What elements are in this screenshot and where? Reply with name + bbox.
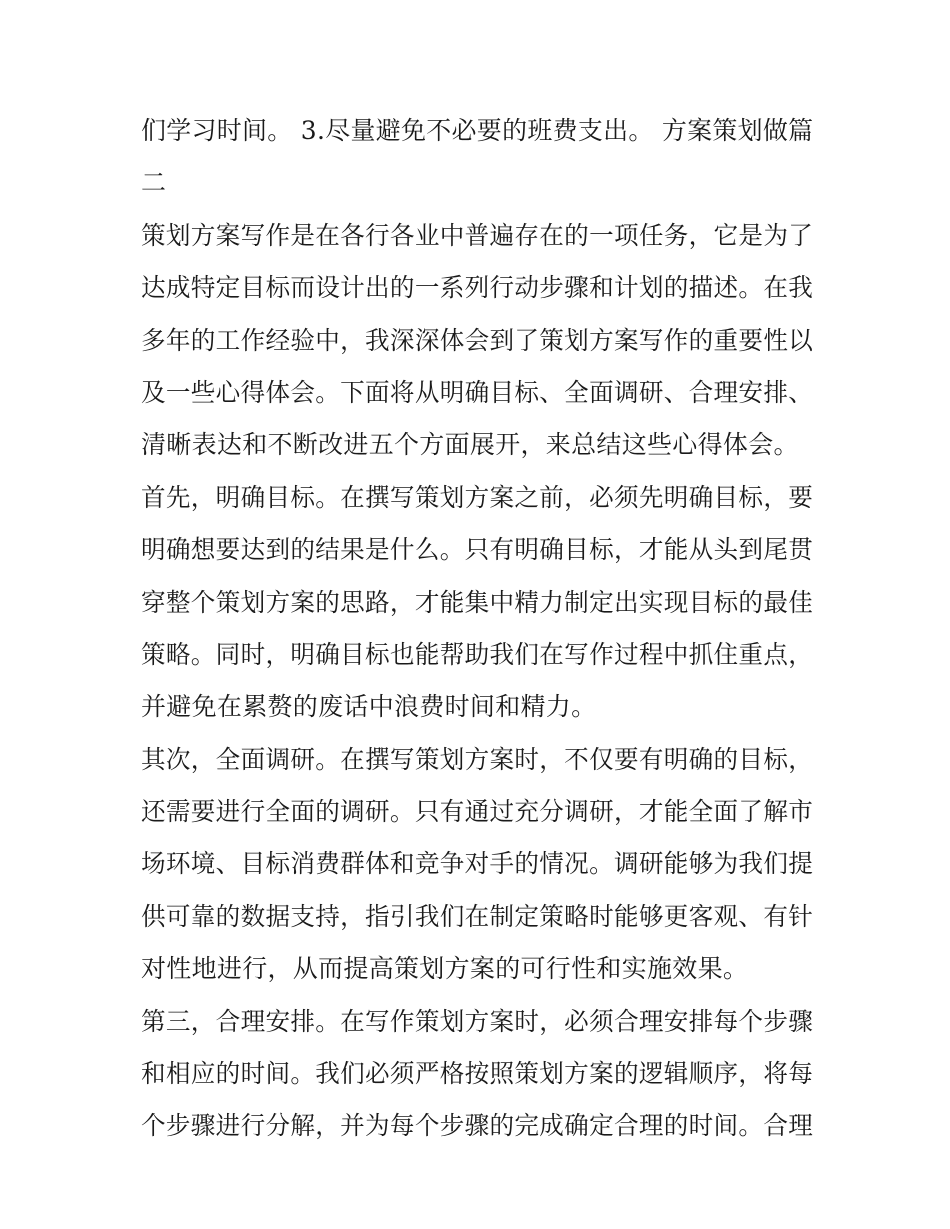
- text-line: 达成特定目标而设计出的一系列行动步骤和计划的描述。在我: [141, 273, 814, 303]
- text-line: 场环境、目标消费群体和竞争对手的情况。调研能够为我们提: [141, 849, 814, 879]
- text-line: 明确想要达到的结果是什么。只有明确目标，才能从头到尾贯: [141, 535, 814, 565]
- text-line: 供可靠的数据支持，指引我们在制定策略时能够更客观、有针: [141, 901, 814, 931]
- text-line: 第三，合理安排。在写作策划方案时，必须合理安排每个步骤: [141, 1006, 814, 1036]
- text-line: 穿整个策划方案的思路，才能集中精力制定出实现目标的最佳: [141, 587, 814, 617]
- text-line: 还需要进行全面的调研。只有通过充分调研，才能全面了解市: [141, 797, 814, 827]
- text-line: 及一些心得体会。下面将从明确目标、全面调研、合理安排、: [141, 377, 814, 407]
- text-line: 并避免在累赘的废话中浪费时间和精力。: [141, 692, 597, 722]
- text-line: 对性地进行，从而提高策划方案的可行性和实施效果。: [141, 954, 749, 984]
- text-line: 二: [141, 168, 167, 198]
- text-line: 多年的工作经验中，我深深体会到了策划方案写作的重要性以: [141, 325, 814, 355]
- document-body: [141, 105, 813, 1153]
- text-line: 们学习时间。 3.尽量避免不必要的班费支出。 方案策划做篇: [141, 116, 814, 145]
- text-line: 清晰表达和不断改进五个方面展开，来总结这些心得体会。: [141, 430, 799, 460]
- text-line: 策略。同时，明确目标也能帮助我们在写作过程中抓住重点，: [141, 639, 814, 669]
- text-line: 个步骤进行分解，并为每个步骤的完成确定合理的时间。合理: [141, 1111, 814, 1141]
- text-line: 策划方案写作是在各行各业中普遍存在的一项任务，它是为了: [141, 220, 814, 250]
- text-line: 其次，全面调研。在撰写策划方案时，不仅要有明确的目标，: [141, 744, 814, 774]
- text-line: 首先，明确目标。在撰写策划方案之前，必须先明确目标，要: [141, 482, 814, 512]
- text-line: 和相应的时间。我们必须严格按照策划方案的逻辑顺序，将每: [141, 1059, 814, 1089]
